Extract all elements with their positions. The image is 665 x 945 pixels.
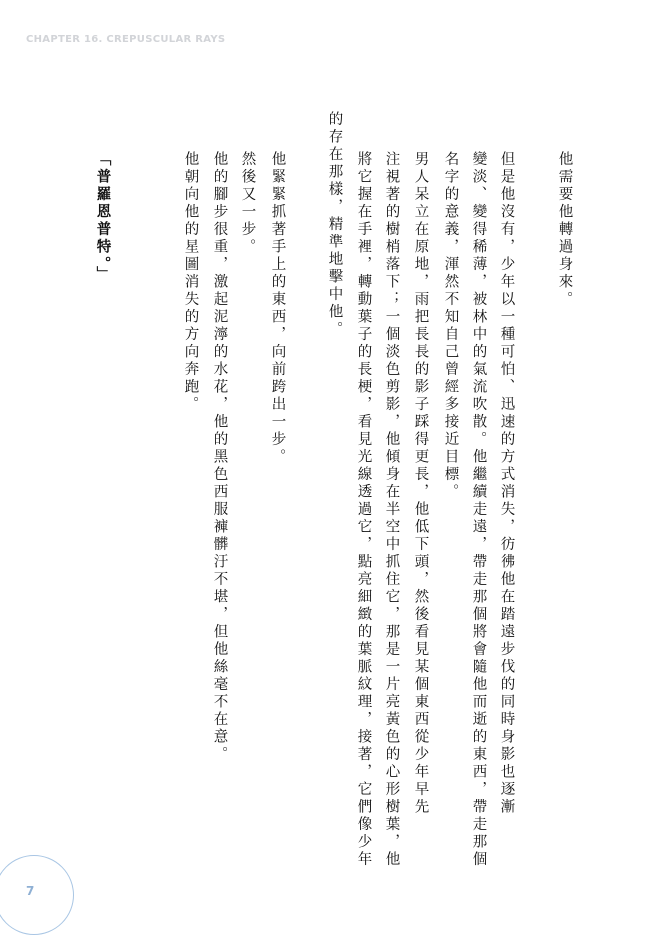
text-column: 他的腳步很重，激起泥濘的水花，他的黑色西服褲髒汙不堪，但他絲毫不在意。 [211,151,228,764]
text-column: 男人呆立在原地，雨把長長的影子踩得更長，他低下頭，然後看見某個東西從少年早先 [412,151,429,816]
dialogue-line: 「普羅恩普特。」 [94,151,112,284]
text-column: 他朝向他的星圖消失的方向奔跑。 [182,151,199,414]
text-column: 將它握在手裡，轉動葉子的長梗，看見光線透過它，點亮細緻的葉脈紋理，接著，它們像少年 [355,151,372,869]
text-column: 然後又一步。 [239,151,256,256]
text-column: 變淡、變得稀薄，被林中的氣流吹散。他繼續走遠，帶走那個將會隨他而逝的東西，帶走那個 [470,151,487,869]
text-column: 名字的意義，渾然不知自己曾經多接近目標。 [442,151,459,501]
running-header: CHAPTER 16. CREPUSCULAR RAYS [26,34,226,45]
text-column: 的存在那樣，精準地擊中他。 [326,111,343,339]
text-column: 但是他沒有，少年以一種可怕、迅速的方式消失，彷彿他在踏遠步伐的同時身影也逐漸 [498,151,515,816]
page-number: 7 [26,884,35,898]
text-column: 他緊緊抓著手上的東西，向前跨出一步。 [269,151,286,466]
text-column: 他需要他轉過身來。 [556,151,573,309]
text-column: 注視著的樹梢落下；一個淡色剪影，他傾身在半空中抓住它，那是一片亮黃色的心形樹葉，他 [383,151,400,869]
page-number-circle [0,855,74,935]
